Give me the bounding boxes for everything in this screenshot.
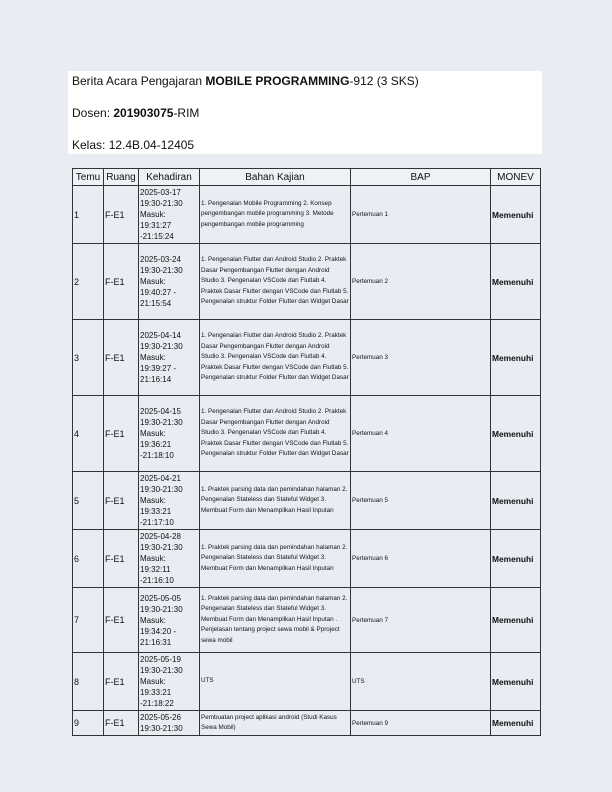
room-cell: F-E1 [104, 530, 139, 588]
attendance-time: 19:30-21:30 [140, 485, 183, 494]
monev-cell: Memenuhi [491, 472, 541, 530]
meeting-number: 2 [73, 244, 104, 320]
attendance-checkin: Masuk: 19:39:27 - 21:16:14 [140, 353, 177, 384]
topic-cell: 1. Pengenalan Flutter dan Android Studio 2. Praktek Dasar Pengembangan Flutter dengan Android Studio 3. Pengenalan VSCode dan Flutlab 4. Praktek Dasar Flutter dengan VSCode dan Flutlab 5. Pengenalan struktur Folder Flutter dan Widget Dasar [200, 320, 351, 396]
attendance-checkin: Masuk: 19:36:21 -21:18:10 [140, 429, 174, 460]
col-header-kehadiran: Kehadiran [139, 169, 200, 186]
table-row [73, 186, 541, 244]
attendance-cell [139, 653, 200, 711]
attendance-time: 19:30-21:30 [140, 342, 183, 351]
topic-cell: 1. Praktek parsing data dan pemindahan halaman 2. Pengenalan Stateless dan Stateful Widget 3. Membuat Form dan Menampilkan Hasil Inputan [200, 472, 351, 530]
monev-cell: Memenuhi [491, 653, 541, 711]
attendance-cell [139, 588, 200, 653]
col-header-bap: BAP [351, 169, 491, 186]
attendance-time: 19:30-21:30 [140, 266, 183, 275]
table-row [73, 653, 541, 711]
monev-cell: Memenuhi [491, 530, 541, 588]
monev-cell: Memenuhi [491, 396, 541, 472]
table-row [73, 320, 541, 396]
attendance-checkin: Masuk: 19:40:27 - 21:15:54 [140, 277, 177, 308]
attendance-checkin: Masuk: 19:33:21 -21:17:10 [140, 496, 174, 527]
attendance-table [72, 168, 541, 736]
col-header-ruang: Ruang [104, 169, 139, 186]
course-name: MOBILE PROGRAMMING [205, 74, 350, 88]
topic-cell: 1. Pengenalan Mobile Programming 2. Konsep pengembangan mobile programming 3. Metode pengembangan mobile programming [200, 186, 351, 244]
topic-cell: 1. Pengenalan Flutter dan Android Studio 2. Praktek Dasar Pengembangan Flutter dengan Android Studio 3. Pengenalan VSCode dan Flutlab 4. Praktek Dasar Flutter dengan VSCode dan Flutlab 5. Pengenalan struktur Folder Flutter dan Widget Dasar [200, 396, 351, 472]
table-row [73, 588, 541, 653]
bap-cell: Pertemuan 3 [351, 320, 491, 396]
attendance-cell [139, 244, 200, 320]
col-header-bahan-kajian: Bahan Kajian [200, 169, 351, 186]
lecturer-id: 201903075 [113, 106, 174, 120]
room-cell: F-E1 [104, 320, 139, 396]
topic-cell: UTS [200, 653, 351, 711]
meeting-number: 9 [73, 711, 104, 736]
lecturer-line: Dosen: 201903075-RIM [72, 106, 200, 120]
monev-cell: Memenuhi [491, 186, 541, 244]
attendance-cell [139, 530, 200, 588]
attendance-time: 19:30-21:30 [140, 604, 183, 614]
meeting-number: 6 [73, 530, 104, 588]
attendance-checkin: Masuk: 19:34:20 - 21:16:31 [140, 615, 177, 647]
monev-cell: Memenuhi [491, 711, 541, 736]
attendance-checkin: Masuk: 19:31:27 -21:15:24 [140, 210, 174, 241]
room-cell: F-E1 [104, 244, 139, 320]
attendance-checkin: Masuk: 19:33:21 -21:18:22 [140, 677, 174, 708]
meeting-number: 7 [73, 588, 104, 653]
topic-cell: 1. Praktek parsing data dan pemindahan halaman 2. Pengenalan Stateless dan Stateful Widget 3. Membuat Form dan Menampilkan Hasil Inputan [200, 530, 351, 588]
attendance-date: 2025-03-17 [140, 188, 181, 197]
topic-cell: 1. Pengenalan Flutter dan Android Studio 2. Praktek Dasar Pengembangan Flutter dengan Android Studio 3. Pengenalan VSCode dan Flutlab 4. Praktek Dasar Flutter dengan VSCode dan Flutlab 5. Pengenalan struktur Folder Flutter dan Widget Dasar [200, 244, 351, 320]
attendance-date: 2025-04-21 [140, 474, 181, 483]
bap-cell: Pertemuan 5 [351, 472, 491, 530]
bap-cell: Pertemuan 4 [351, 396, 491, 472]
attendance-date: 2025-04-28 [140, 532, 181, 541]
bap-cell: Pertemuan 7 [351, 588, 491, 653]
bap-cell: Pertemuan 1 [351, 186, 491, 244]
attendance-date: 2025-05-05 [140, 593, 181, 603]
table-row [73, 530, 541, 588]
attendance-time: 19:30-21:30 [140, 543, 183, 552]
attendance-time: 19:30-21:30 [140, 724, 183, 733]
attendance-date: 2025-05-19 [140, 655, 181, 664]
table-row [73, 711, 541, 736]
document-title: Berita Acara Pengajaran MOBILE PROGRAMMING-912 (3 SKS) [72, 74, 419, 88]
attendance-cell [139, 711, 200, 736]
monev-cell: Memenuhi [491, 244, 541, 320]
attendance-date: 2025-04-14 [140, 331, 181, 340]
attendance-date: 2025-04-15 [140, 407, 181, 416]
class-line: Kelas: 12.4B.04-12405 [72, 138, 195, 152]
monev-cell: Memenuhi [491, 588, 541, 653]
meeting-number: 1 [73, 186, 104, 244]
table-row [73, 244, 541, 320]
room-cell: F-E1 [104, 396, 139, 472]
bap-cell: UTS [351, 653, 491, 711]
table-header-row [73, 169, 541, 186]
attendance-date: 2025-05-26 [140, 713, 181, 722]
monev-cell: Memenuhi [491, 320, 541, 396]
table-row [73, 396, 541, 472]
col-header-monev: MONEV [491, 169, 541, 186]
room-cell: F-E1 [104, 186, 139, 244]
attendance-cell [139, 396, 200, 472]
bap-cell: Pertemuan 9 [351, 711, 491, 736]
meeting-number: 3 [73, 320, 104, 396]
attendance-cell [139, 472, 200, 530]
attendance-checkin: Masuk: 19:32:11 -21:16:10 [140, 554, 174, 585]
attendance-time: 19:30-21:30 [140, 666, 183, 675]
attendance-cell [139, 186, 200, 244]
bap-cell: Pertemuan 2 [351, 244, 491, 320]
table-row [73, 472, 541, 530]
bap-cell: Pertemuan 6 [351, 530, 491, 588]
room-cell: F-E1 [104, 653, 139, 711]
class-value: 12.4B.04-12405 [108, 138, 195, 152]
meeting-number: 5 [73, 472, 104, 530]
attendance-time: 19:30-21:30 [140, 418, 183, 427]
room-cell: F-E1 [104, 588, 139, 653]
attendance-cell [139, 320, 200, 396]
room-cell: F-E1 [104, 472, 139, 530]
attendance-date: 2025-03-24 [140, 255, 181, 264]
room-cell: F-E1 [104, 711, 139, 736]
col-header-temu: Temu [73, 169, 104, 186]
attendance-time: 19:30-21:30 [140, 199, 183, 208]
meeting-number: 4 [73, 396, 104, 472]
meeting-number: 8 [73, 653, 104, 711]
topic-cell: 1. Praktek parsing data dan pemindahan halaman 2. Pengenalan Stateless dan Stateful Widget 3. Membuat Form dan Menampilkan Hasil Inputan . Penjelasan tentang project sewa mobil & Pproject sewa mobil [200, 588, 351, 653]
topic-cell: Pembuatan project aplikasi android (Studi Kasus Sewa Mobil) [200, 711, 351, 736]
